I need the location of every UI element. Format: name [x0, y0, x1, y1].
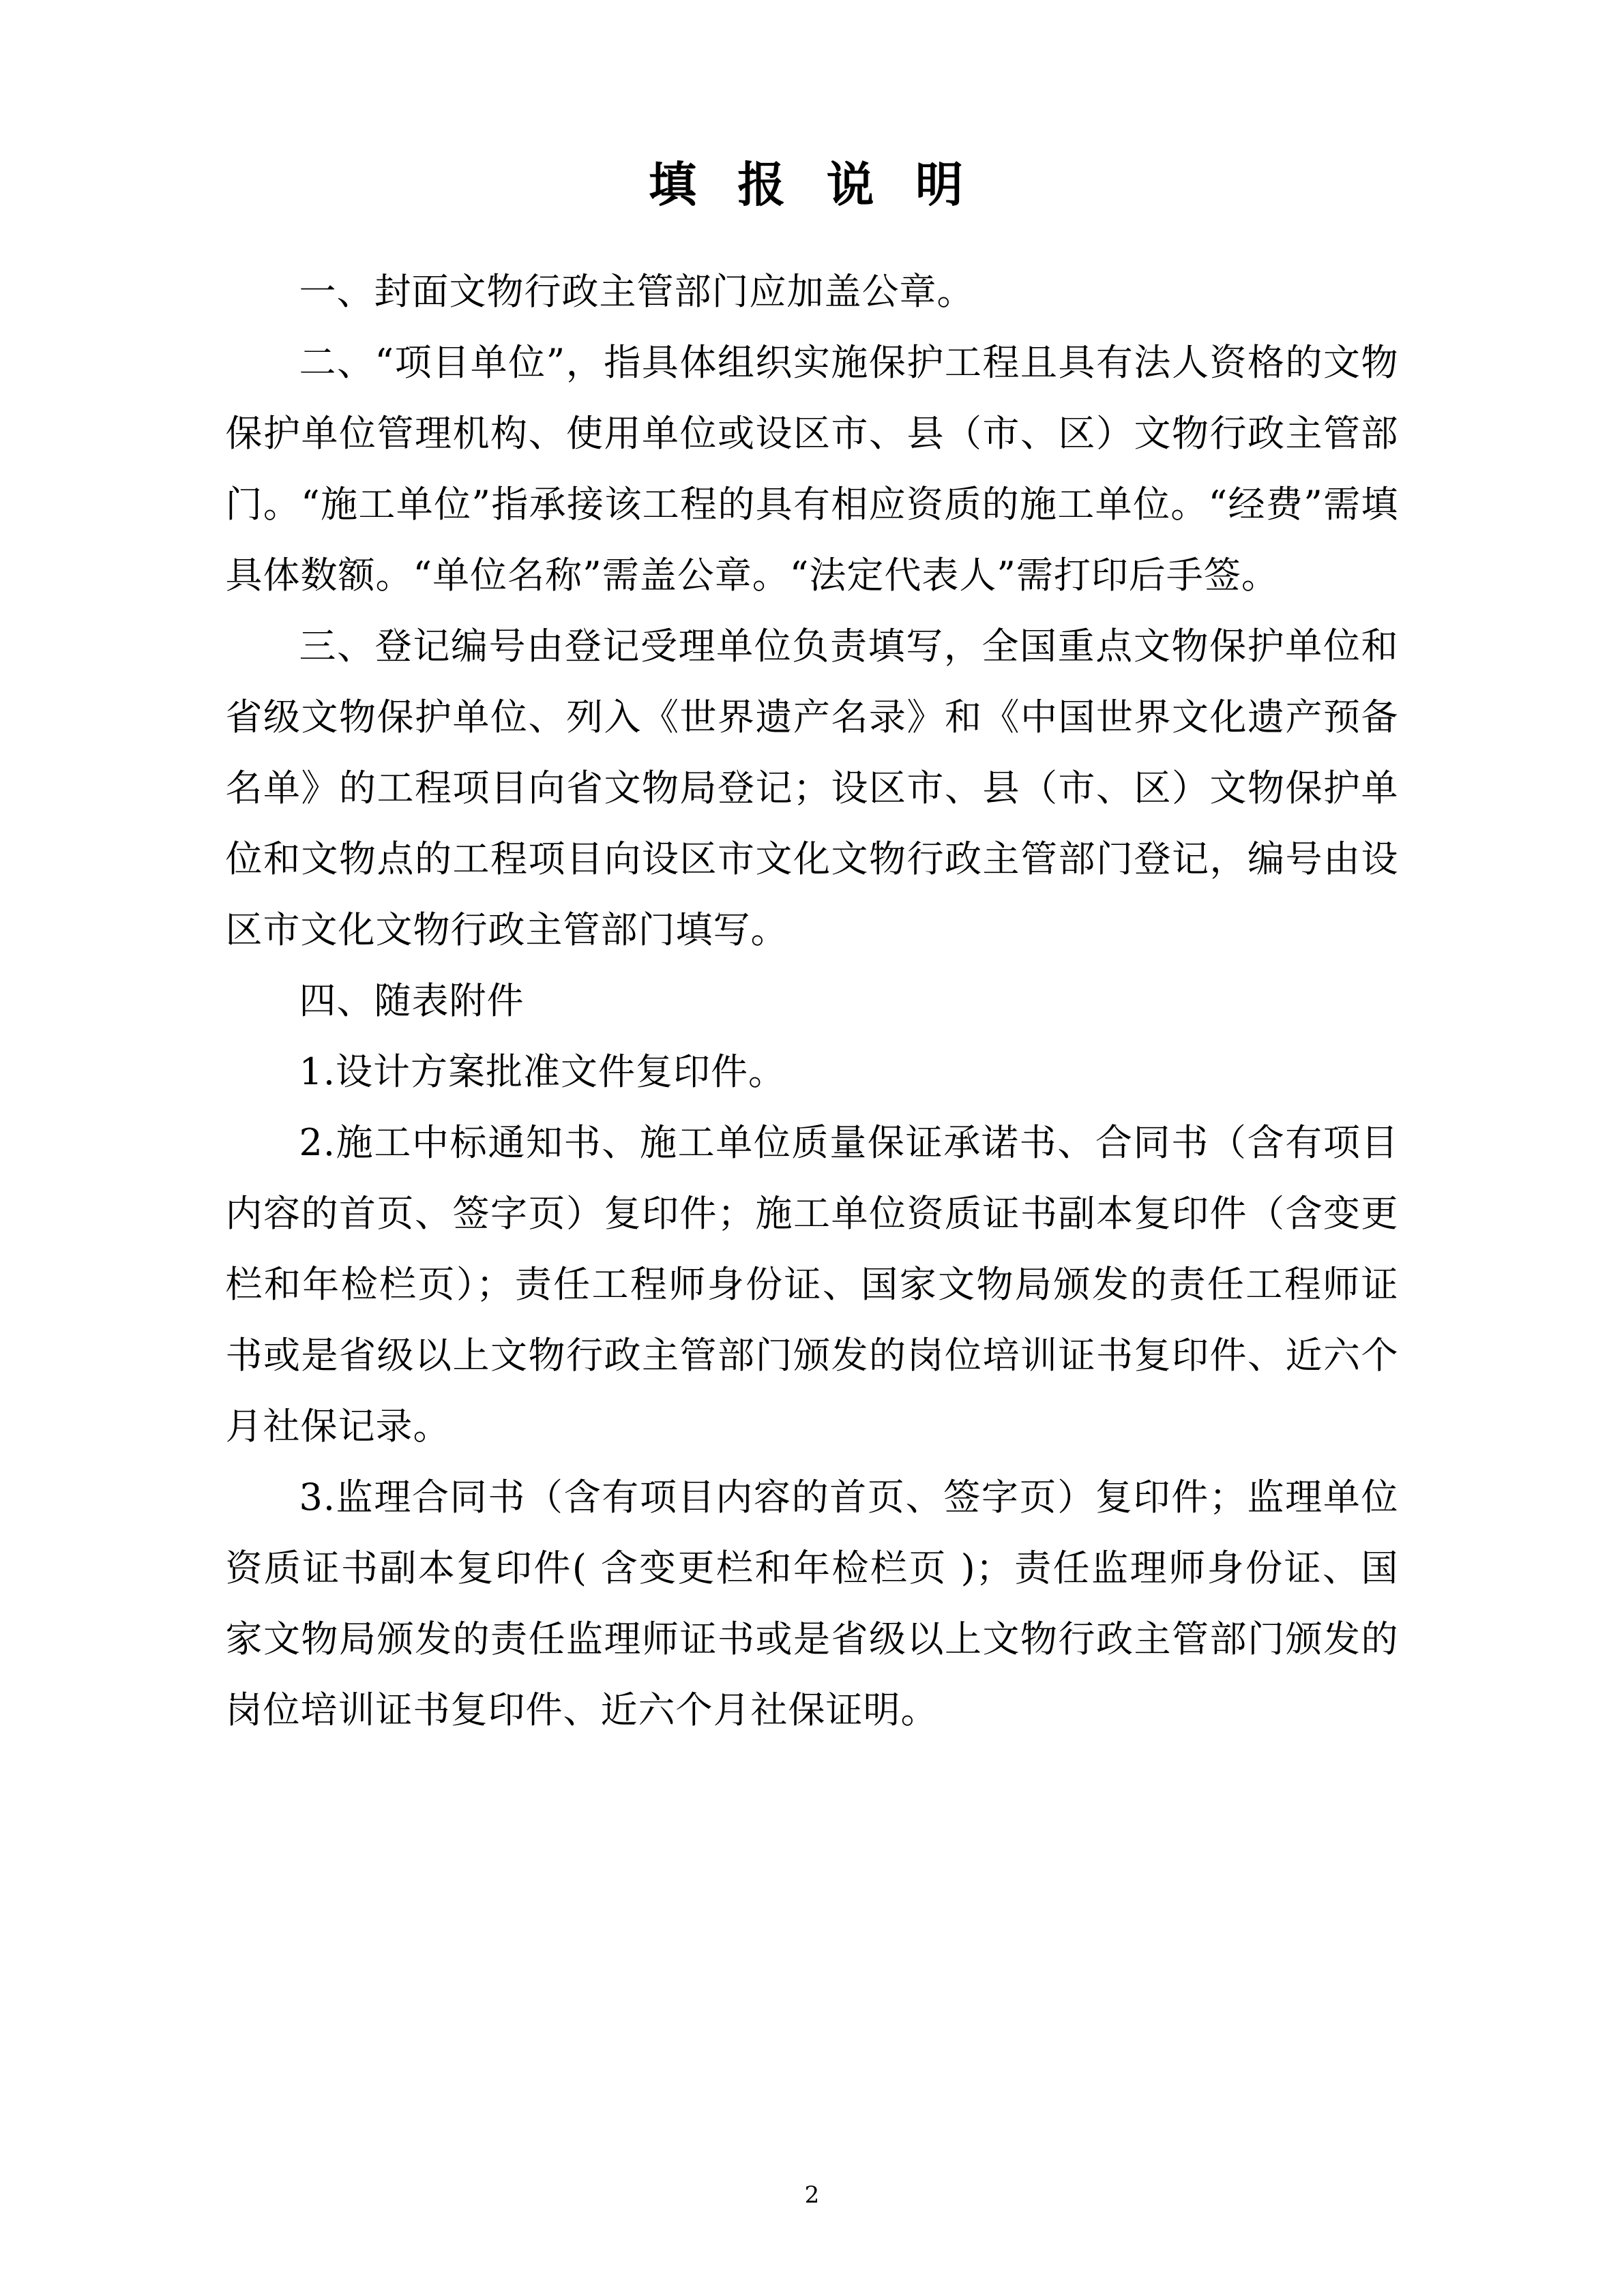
attachment-item-2: 2.施工中标通知书、施工单位质量保证承诺书、合同书（含有项目内容的首页、签字页）复印件；施工单位资质证书副本复印件（含变更栏和年检栏页）；责任工程师身份证、国家文物局颁发的责任工程师证书或是省级以上文物行政主管部门颁发的岗位培训证书复印件、近六个月社保记录。: [225, 1121, 1399, 1448]
paragraph-3: 三、登记编号由登记受理单位负责填写，全国重点文物保护单位和省级文物保护单位、列入《世界遗产名录》和《中国世界文化遗产预备名单》的工程项目向省文物局登记；设区市、县（市、区）文物保护单位和文物点的工程项目向设区市文化文物行政主管部门登记，编号由设区市文化文物行政主管部门填写。: [225, 625, 1399, 951]
paragraph-1: 一、封面文物行政主管部门应加盖公章。: [299, 270, 975, 313]
page-title: 填 报 说 明: [648, 156, 976, 213]
document-body: [226, 215, 1399, 1746]
page-number: 2: [804, 2181, 820, 2209]
attachment-item-3: 3.监理合同书（含有项目内容的首页、签字页）复印件；监理单位资质证书副本复印件( 含变更栏和年检栏页 )；责任监理师身份证、国家文物局颁发的责任监理师证书或是省级以上文物行政主管部门颁发的岗位培训证书复印件、近六个月社保证明。: [225, 1476, 1399, 1731]
attachment-item-1: 1.设计方案批准文件复印件。: [299, 1050, 786, 1093]
paragraph-4: 四、随表附件: [299, 979, 525, 1022]
paragraph-2: 二、“项目单位”，指具体组织实施保护工程且具有法人资格的文物保护单位管理机构、使用单位或设区市、县（市、区）文物行政主管部门。“施工单位”指承接该工程的具有相应资质的施工单位。“经费”需填具体数额。“单位名称”需盖公章。“法定代表人”需打印后手签。: [225, 341, 1399, 597]
